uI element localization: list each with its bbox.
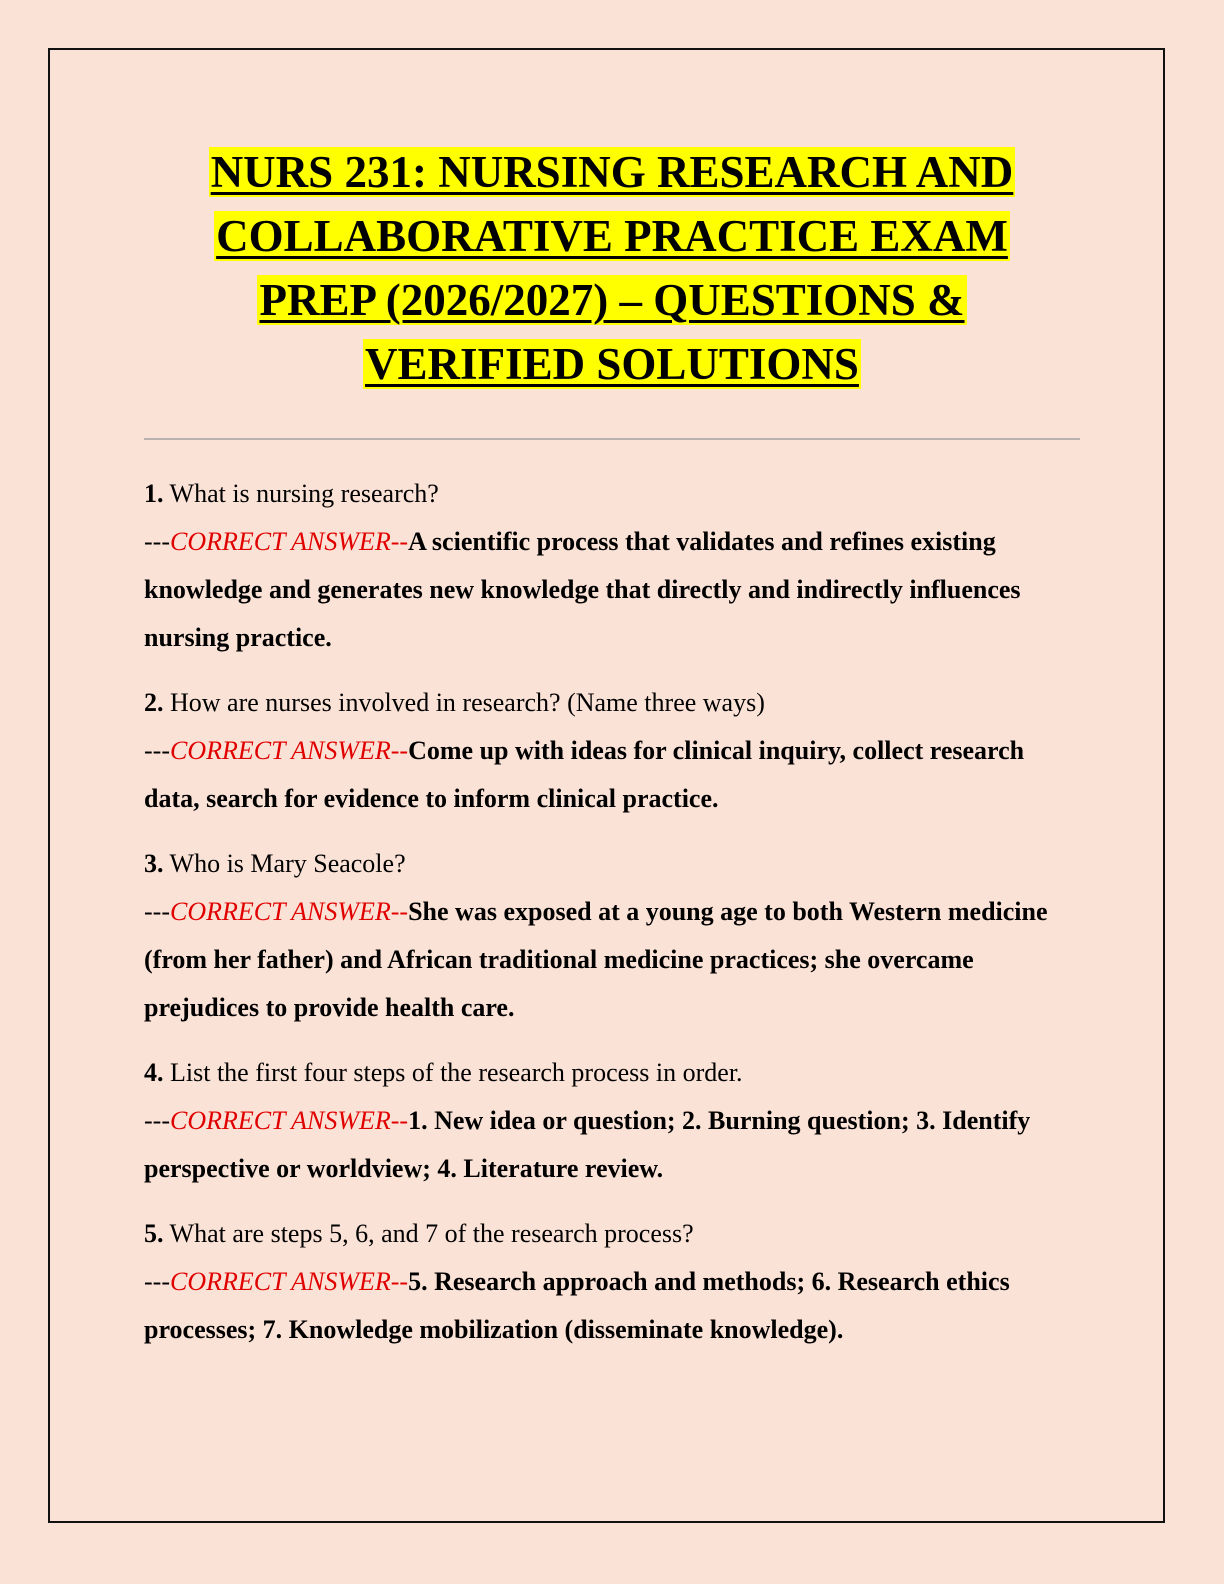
answer-4 (144, 1097, 1074, 1193)
question-text: Who is Mary Seacole? (169, 849, 406, 878)
answer-prefix: --- (144, 1267, 170, 1296)
document-title (140, 140, 1084, 396)
answer-text: 1. New idea or question; 2. Burning question; 3. Identify perspective or worldview; 4. Literature review. (144, 1106, 1031, 1183)
qa-item-1 (144, 470, 1074, 662)
answer-prefix: --- (144, 897, 170, 926)
correct-answer-label: CORRECT ANSWER (169, 1106, 391, 1135)
answer-2 (144, 727, 1074, 823)
answer-prefix: --- (144, 1106, 170, 1135)
answer-suffix: -- (390, 527, 409, 556)
question-5 (144, 1210, 1074, 1258)
question-number: 1. (144, 479, 164, 508)
question-4 (144, 1049, 1074, 1097)
qa-item-3 (144, 840, 1074, 1032)
answer-text: She was exposed at a young age to both Western medicine (from her father) and African traditional medicine practices; she overcame prejudices to provide health care. (144, 897, 1048, 1022)
correct-answer-label: CORRECT ANSWER (169, 1267, 391, 1296)
question-text: List the first four steps of the research process in order. (170, 1058, 743, 1087)
answer-suffix: -- (390, 736, 409, 765)
title-line-3: PREP (2026/2027) – QUESTIONS & (259, 275, 965, 325)
qa-item-4 (144, 1049, 1074, 1193)
title-line-2: COLLABORATIVE PRACTICE EXAM (216, 211, 1008, 261)
answer-text: A scientific process that validates and refines existing knowledge and generates new knowledge that directly and indirectly influences nursing practice. (144, 527, 1021, 652)
qa-list (144, 470, 1074, 1371)
title-line-1: NURS 231: NURSING RESEARCH AND (210, 147, 1014, 197)
answer-3 (144, 888, 1074, 1032)
question-text: What are steps 5, 6, and 7 of the research process? (169, 1219, 694, 1248)
answer-suffix: -- (390, 897, 409, 926)
question-number: 3. (144, 849, 164, 878)
answer-text: 5. Research approach and methods; 6. Research ethics processes; 7. Knowledge mobilization (disseminate knowledge). (144, 1267, 1010, 1344)
answer-5 (144, 1258, 1074, 1354)
correct-answer-label: CORRECT ANSWER (169, 527, 391, 556)
correct-answer-label: CORRECT ANSWER (169, 897, 391, 926)
answer-text: Come up with ideas for clinical inquiry, collect research data, search for evidence to inform clinical practice. (144, 736, 1025, 813)
answer-suffix: -- (390, 1267, 409, 1296)
answer-prefix: --- (144, 527, 170, 556)
qa-item-5 (144, 1210, 1074, 1354)
question-text: What is nursing research? (169, 479, 439, 508)
question-number: 4. (144, 1058, 164, 1087)
question-text: How are nurses involved in research? (Name three ways) (170, 688, 765, 717)
correct-answer-label: CORRECT ANSWER (169, 736, 391, 765)
horizontal-divider (144, 438, 1080, 440)
question-2 (144, 679, 1074, 727)
qa-item-2 (144, 679, 1074, 823)
question-number: 5. (144, 1219, 164, 1248)
answer-suffix: -- (390, 1106, 409, 1135)
question-number: 2. (144, 688, 164, 717)
title-line-4: VERIFIED SOLUTIONS (365, 339, 859, 389)
question-1 (144, 470, 1074, 518)
question-3 (144, 840, 1074, 888)
answer-prefix: --- (144, 736, 170, 765)
answer-1 (144, 518, 1074, 662)
